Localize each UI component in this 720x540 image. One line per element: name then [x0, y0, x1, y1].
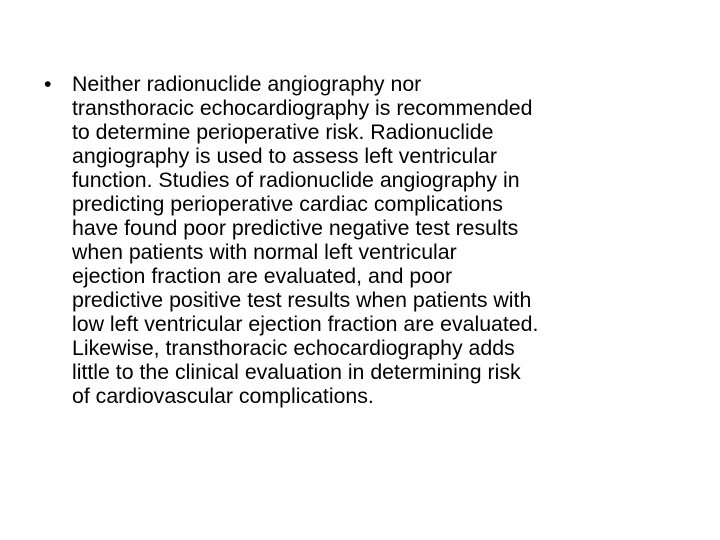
- text-line: Neither radionuclide angiography nor: [72, 72, 422, 96]
- text-line: Likewise, transthoracic echocardiography adds: [72, 336, 515, 360]
- text-line: of cardiovascular complications.: [72, 384, 374, 408]
- text-line: predictive positive test results when patients with: [72, 288, 532, 312]
- text-line: little to the clinical evaluation in determining risk: [72, 360, 521, 384]
- bullet-text: [72, 72, 538, 408]
- text-line: have found poor predictive negative test results: [72, 216, 519, 240]
- text-line: angiography is used to assess left ventricular: [72, 144, 497, 168]
- text-line: low left ventricular ejection fraction are evaluated.: [72, 312, 539, 336]
- text-line: ejection fraction are evaluated, and poor: [72, 264, 453, 288]
- text-line: transthoracic echocardiography is recommended: [72, 96, 533, 120]
- bullet-marker: •: [44, 72, 52, 96]
- text-line: predicting perioperative cardiac complications: [72, 192, 503, 216]
- text-line: to determine perioperative risk. Radionuclide: [72, 120, 494, 144]
- text-line: function. Studies of radionuclide angiography in: [72, 168, 520, 192]
- bullet-item: [44, 72, 694, 408]
- text-line: when patients with normal left ventricular: [72, 240, 457, 264]
